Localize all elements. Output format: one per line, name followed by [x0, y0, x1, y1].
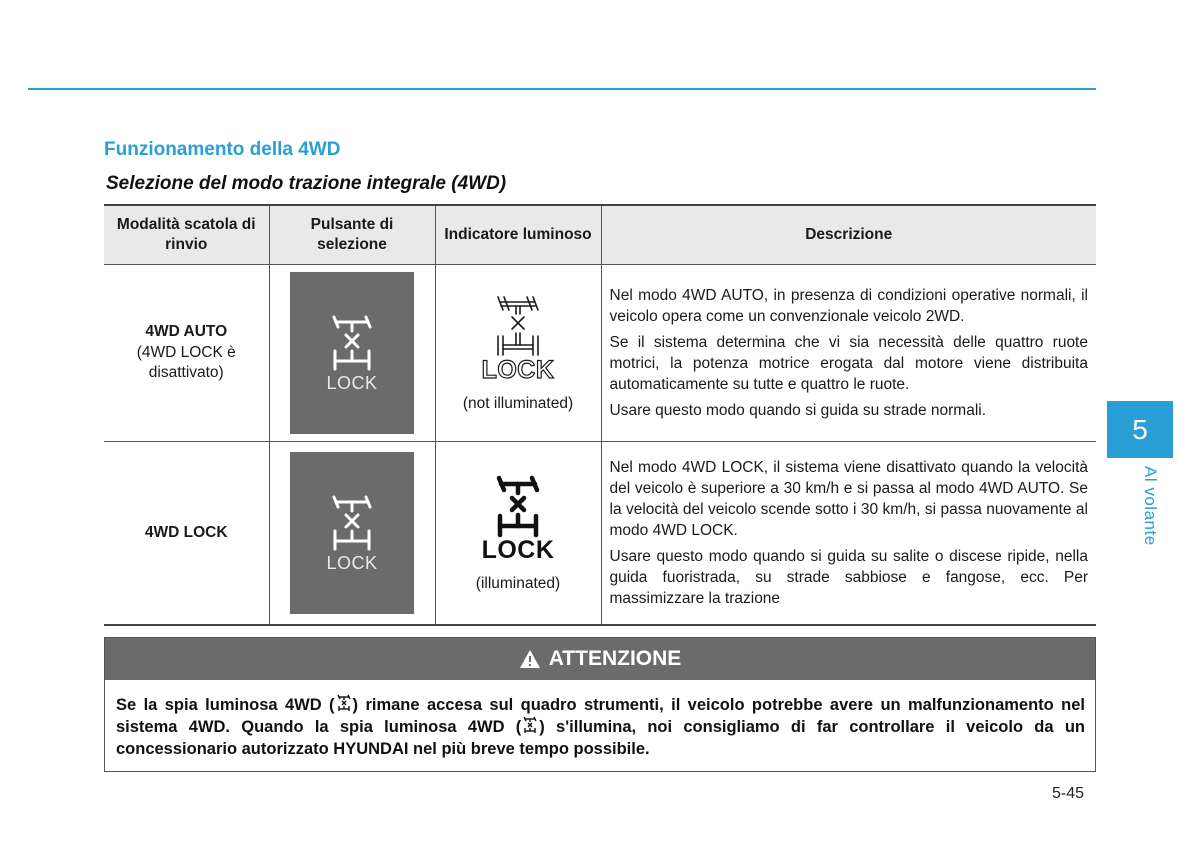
mode-note: (4WD LOCK è disattivato) [136, 343, 236, 382]
4wd-lock-select-button[interactable] [290, 272, 414, 434]
button-cell [269, 442, 435, 626]
header-description: Descrizione [601, 205, 1096, 265]
description-paragraph: Se il sistema determina che vi sia necessità delle quattro ruote motrici, la potenza motrice erogata dal motore viene distribuita automaticamente su tutte e quattro le ruote. [609, 333, 1088, 394]
top-rule [28, 88, 1096, 90]
button-lock-label: LOCK [326, 552, 378, 573]
4wd-drivetrain-icon [337, 694, 351, 712]
header-indicator: Indicatore luminoso [435, 205, 601, 265]
description-cell [601, 265, 1096, 442]
4wd-mode-table [104, 204, 1096, 626]
indicator-lock-label: LOCK [481, 535, 555, 564]
description-cell [601, 442, 1096, 626]
mode-name: 4WD LOCK [144, 523, 228, 541]
warning-text [105, 680, 1095, 760]
indicator-state: (illuminated) [475, 574, 561, 592]
chapter-number: 5 [1132, 413, 1148, 445]
4wd-drivetrain-icon [329, 313, 375, 371]
button-cell [269, 265, 435, 442]
chapter-tab[interactable] [1107, 401, 1173, 458]
page-number: 5-45 [1052, 785, 1085, 802]
table-header-row [104, 205, 1096, 265]
mode-cell [104, 265, 269, 442]
4wd-drivetrain-icon [329, 493, 375, 551]
mode-name: 4WD AUTO [145, 322, 228, 340]
description-paragraph: Nel modo 4WD LOCK, il sistema viene disattivato quando la velocità del veicolo è superiore a 30 km/h e si passa al modo 4WD AUTO. Se la velocità del veicolo scende sotto i 30 km/h, si passa nuovamente al modo 4WD LOCK. [609, 458, 1088, 539]
warning-triangle-icon [519, 649, 541, 669]
indicator-lock-label: LOCK [481, 355, 555, 384]
description-paragraph: Usare questo modo quando si guida su strade normali. [609, 402, 987, 420]
indicator-state: (not illuminated) [462, 394, 574, 412]
button-lock-label: LOCK [326, 372, 378, 393]
header-button: Pulsante di selezione [269, 205, 435, 265]
4wd-drivetrain-icon [493, 474, 543, 538]
warning-text-part: ) s'illumina, noi consigliamo di far controllare il veicolo da un concessionario autorizzato HYUNDAI nel più breve tempo possibile. [116, 718, 1085, 758]
indicator-cell [435, 265, 601, 442]
description-paragraph: Nel modo 4WD AUTO, in presenza di condizioni operative normali, il veicolo opera come un convenzionale veicolo 2WD. [609, 286, 1088, 325]
4wd-drivetrain-icon [523, 716, 537, 734]
indicator-cell [435, 442, 601, 626]
warning-box [104, 637, 1096, 772]
table-row-4wd-lock [104, 442, 1096, 626]
warning-text-part: ) rimane accesa sul quadro strumenti, il veicolo potrebbe avere un malfunzionamento nel sistema 4WD. Quando la spia luminosa 4WD ( [116, 696, 1085, 737]
mode-cell [104, 442, 269, 626]
section-title: Funzionamento della 4WD [104, 139, 341, 160]
chapter-label: Al volante [1141, 466, 1160, 546]
header-mode: Modalità scatola di rinvio [104, 205, 269, 265]
4wd-lock-select-button[interactable] [290, 452, 414, 614]
warning-header [105, 638, 1095, 680]
table-row-4wd-auto [104, 265, 1096, 442]
subtitle: Selezione del modo trazione integrale (4WD) [106, 173, 507, 194]
4wd-drivetrain-icon [493, 294, 543, 358]
warning-text-part: Se la spia luminosa 4WD ( [116, 696, 335, 714]
warning-title: ATTENZIONE [548, 647, 682, 670]
description-paragraph: Usare questo modo quando si guida su salite o discese ripide, nella guida fuoristrada, su strade sabbiose e fangose, ecc. Per massimizzare la trazione [609, 548, 1088, 608]
